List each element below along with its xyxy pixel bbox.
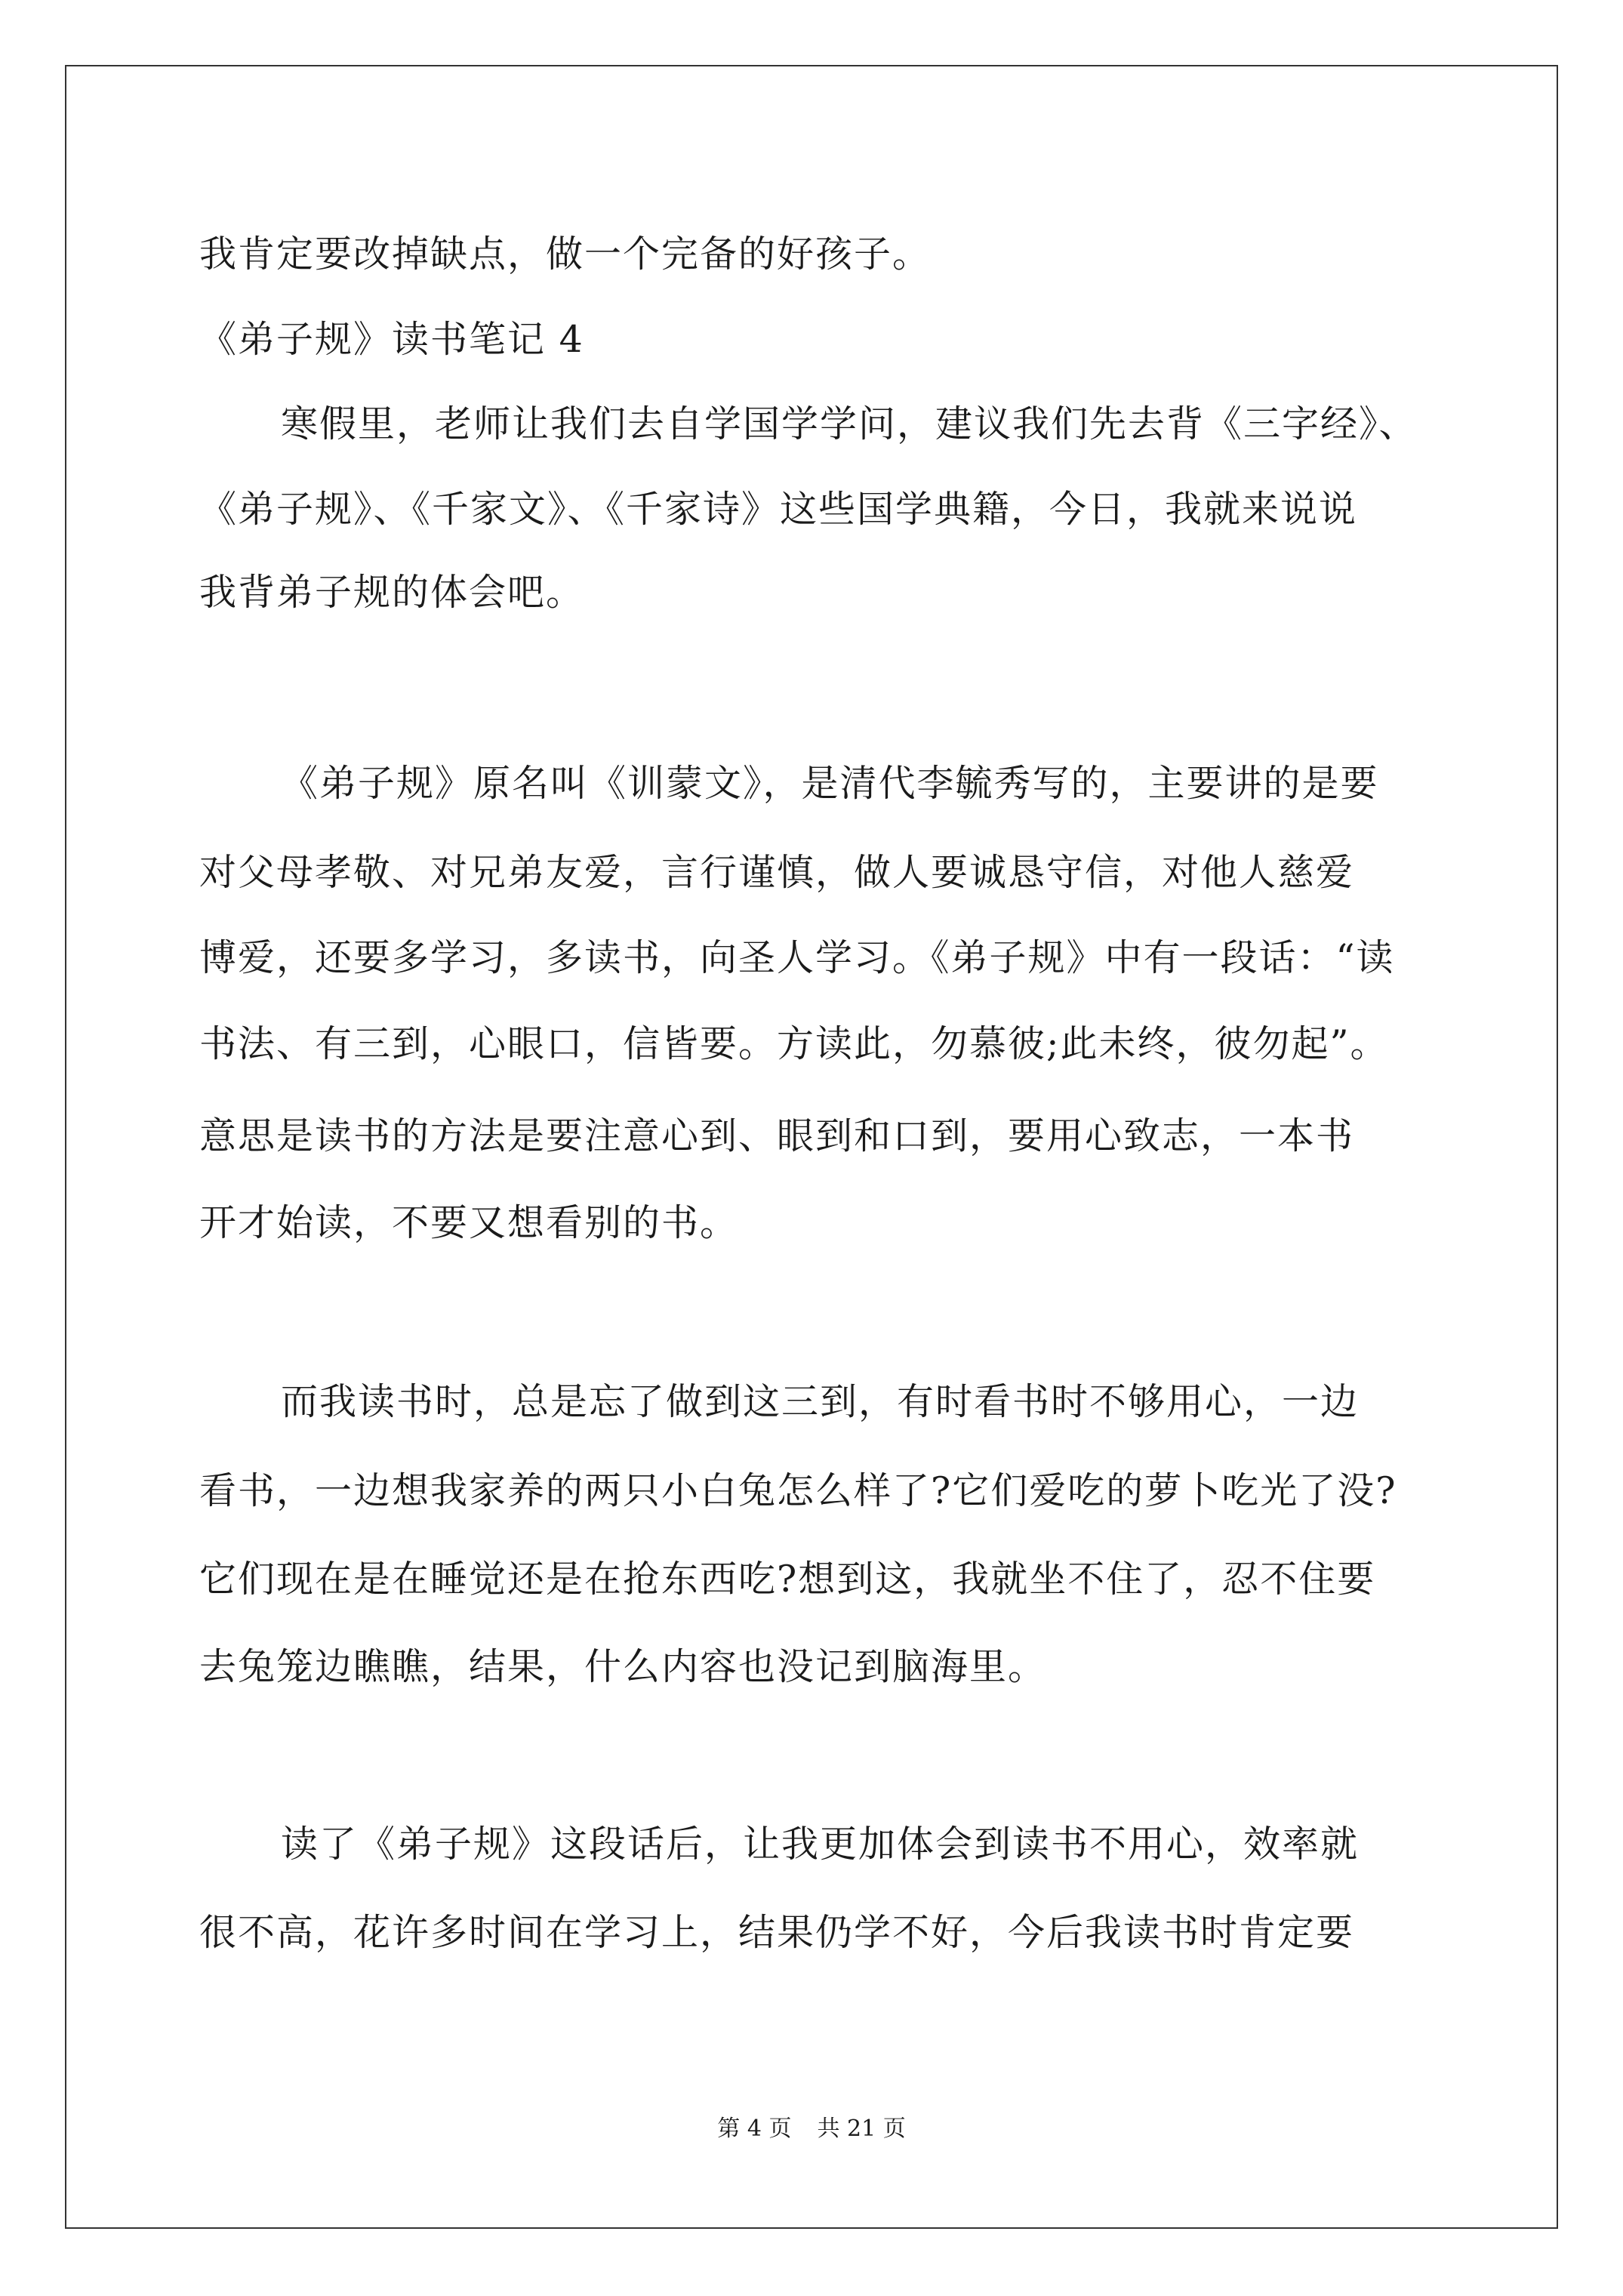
page-footer	[0, 2114, 1623, 2144]
text-line: 看书，一边想我家养的两只小白兔怎么样了?它们爱吃的萝卜吃光了没?	[199, 1469, 1397, 1512]
text-line: 寒假里，老师让我们去自学国学学问，建议我们先去背《三字经》、	[281, 402, 1418, 445]
text-line: 它们现在是在睡觉还是在抢东西吃?想到这，我就坐不住了，忍不住要	[199, 1558, 1376, 1601]
text-line: 《弟子规》、《千家文》、《千家诗》这些国学典籍，今日，我就来说说	[199, 488, 1358, 531]
text-line: 意思是读书的方法是要注意心到、眼到和口到，要用心致志，一本书	[199, 1114, 1355, 1157]
section-heading: 《弟子规》读书笔记 4	[199, 318, 584, 361]
text-line: 开才始读，不要又想看别的书。	[199, 1201, 739, 1244]
text-line: 书法、有三到，心眼口，信皆要。方读此，勿慕彼;此未终，彼勿起”。	[199, 1022, 1389, 1065]
text-line: 博爱，还要多学习，多读书，向圣人学习。《弟子规》中有一段话：“读	[199, 936, 1395, 979]
text-line: 去兔笼边瞧瞧，结果，什么内容也没记到脑海里。	[199, 1645, 1047, 1688]
text-line: 读了《弟子规》这段话后，让我更加体会到读书不用心，效率就	[281, 1823, 1360, 1866]
text-line: 很不高，花许多时间在学习上，结果仍学不好，今后我读书时肯定要	[199, 1911, 1355, 1954]
text-line: 我背弟子规的体会吧。	[199, 571, 585, 614]
text-line: 而我读书时，总是忘了做到这三到，有时看书时不够用心，一边	[281, 1380, 1360, 1423]
text-line: 我肯定要改掉缺点，做一个完备的好孩子。	[199, 233, 932, 276]
text-line: 对父母孝敬、对兄弟友爱，言行谨慎，做人要诚恳守信，对他人慈爱	[199, 851, 1355, 894]
page-number: 第 4 页	[717, 2116, 792, 2142]
total-pages: 共 21 页	[817, 2116, 906, 2142]
text-line: 《弟子规》原名叫《训蒙文》，是清代李毓秀写的，主要讲的是要	[281, 762, 1379, 805]
